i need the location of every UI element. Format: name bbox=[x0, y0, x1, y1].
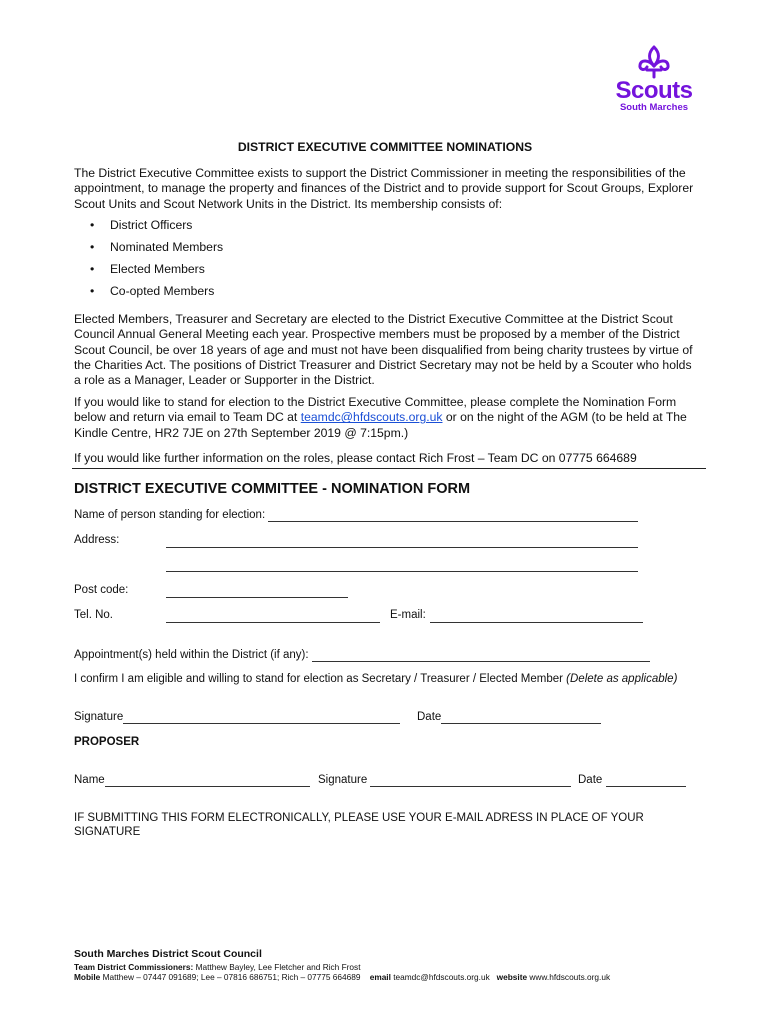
logo-brand: Scouts bbox=[615, 77, 693, 104]
footer-website[interactable]: www.hfdscouts.org.uk bbox=[527, 972, 611, 982]
stand-paragraph bbox=[74, 395, 699, 441]
stand-text-before: If you would like to stand for election to the District Executive Committee, please complete the Nomination Form below and return via email to Team DC at bbox=[74, 395, 677, 425]
appointments-row bbox=[74, 649, 650, 662]
postcode-field[interactable] bbox=[166, 584, 348, 598]
proposer-date-label: Date bbox=[578, 774, 603, 786]
footer-email[interactable]: teamdc@hfdscouts.org.uk bbox=[390, 972, 490, 982]
teamdc-email-link[interactable]: teamdc@hfdscouts.org.uk bbox=[300, 410, 443, 425]
email-field[interactable] bbox=[430, 609, 643, 623]
footer-commissioners bbox=[74, 962, 361, 972]
proposer-name-row bbox=[74, 774, 310, 787]
footer-org: South Marches District Scout Council bbox=[74, 948, 262, 960]
proposer-name-field[interactable] bbox=[105, 774, 310, 787]
proposer-date-row bbox=[578, 774, 686, 787]
proposer-date-field[interactable] bbox=[606, 774, 686, 787]
fleur-de-lis-icon bbox=[637, 44, 671, 80]
form-title: DISTRICT EXECUTIVE COMMITTEE - NOMINATION FORM bbox=[74, 481, 471, 497]
tel-label: Tel. No. bbox=[74, 609, 113, 621]
list-item: • District Officers bbox=[74, 217, 223, 239]
scouts-logo bbox=[608, 44, 700, 114]
proposer-signature-field[interactable] bbox=[370, 774, 571, 787]
email-label: E-mail: bbox=[390, 609, 426, 621]
footer-contacts bbox=[74, 972, 610, 982]
appointments-label: Appointment(s) held within the District (if any): bbox=[74, 649, 309, 661]
name-row bbox=[74, 509, 638, 522]
intro-paragraph: The District Executive Committee exists to support the District Commissioner in meeting the responsibilities of the appointment, to manage the property and finances of the District and to provide support for Scout Groups, Explorer Scout Units and Scout Network Units in the District. Its membership consists of: bbox=[74, 166, 694, 211]
confirm-row bbox=[74, 673, 677, 685]
date-field[interactable] bbox=[441, 711, 601, 724]
list-item: • Elected Members bbox=[74, 261, 223, 283]
logo-subtitle: South Marches bbox=[619, 102, 689, 113]
proposer-heading: PROPOSER bbox=[74, 736, 140, 748]
list-item: • Nominated Members bbox=[74, 239, 223, 261]
page-title: DISTRICT EXECUTIVE COMMITTEE NOMINATIONS bbox=[237, 140, 533, 154]
name-field[interactable] bbox=[268, 509, 638, 522]
address-label: Address: bbox=[74, 534, 120, 546]
signature-field[interactable] bbox=[123, 711, 400, 724]
address-field-line-1[interactable] bbox=[166, 534, 638, 548]
tel-field[interactable] bbox=[166, 609, 380, 623]
date-label: Date bbox=[417, 711, 442, 723]
membership-list bbox=[74, 217, 223, 305]
name-label: Name of person standing for election: bbox=[74, 509, 266, 521]
appointments-field[interactable] bbox=[312, 649, 650, 662]
signature-label: Signature bbox=[74, 711, 124, 723]
contact-line: If you would like further information on the roles, please contact Rich Frost – Team DC on 07775 664689 bbox=[74, 451, 637, 465]
signature-row bbox=[74, 711, 400, 724]
confirm-text: I confirm I am eligible and willing to stand for election as Secretary / Treasurer / Elected Member bbox=[74, 673, 567, 685]
footer-commissioners-label: Team District Commissioners: bbox=[74, 962, 194, 972]
proposer-name-label: Name bbox=[74, 774, 105, 786]
footer-email-label: email bbox=[369, 972, 391, 982]
footer-website-label: website bbox=[496, 972, 528, 982]
footer-mobile: Matthew – 07447 091689; Lee – 07816 686751; Rich – 07775 664689 bbox=[100, 972, 361, 982]
stand-text-after: or on the night of the AGM (to be held at The Kindle Centre, HR2 7JE on 27th September 2019 @ 7:15pm.) bbox=[74, 410, 687, 440]
elected-paragraph: Elected Members, Treasurer and Secretary are elected to the District Executive Committee at the District Scout Council Annual General Meeting each year. Prospective members must be proposed by a member of the District Scout Council, be over 18 years of age and must not have been disqualified from being charity trustees by virtue of the Charities Act. The positions of District Treasurer and District Secretary may not be held by a Scouter who holds a role as a Manager, Leader or Supporter in the District. bbox=[74, 312, 693, 388]
postcode-label: Post code: bbox=[74, 584, 129, 596]
confirm-note: (Delete as applicable) bbox=[566, 673, 678, 685]
section-divider bbox=[72, 468, 706, 469]
date-row bbox=[417, 711, 601, 724]
address-field-line-2[interactable] bbox=[166, 558, 638, 572]
footer-commissioners-names: Matthew Bayley, Lee Fletcher and Rich Frost bbox=[193, 962, 361, 972]
list-item: • Co-opted Members bbox=[74, 283, 223, 305]
electronic-note: IF SUBMITTING THIS FORM ELECTRONICALLY, PLEASE USE YOUR E-MAIL ADRESS IN PLACE OF YOUR SIGNATURE bbox=[74, 812, 644, 838]
proposer-signature-label: Signature bbox=[318, 774, 368, 786]
footer-mobile-label: Mobile bbox=[74, 972, 101, 982]
proposer-signature-row bbox=[318, 774, 571, 787]
